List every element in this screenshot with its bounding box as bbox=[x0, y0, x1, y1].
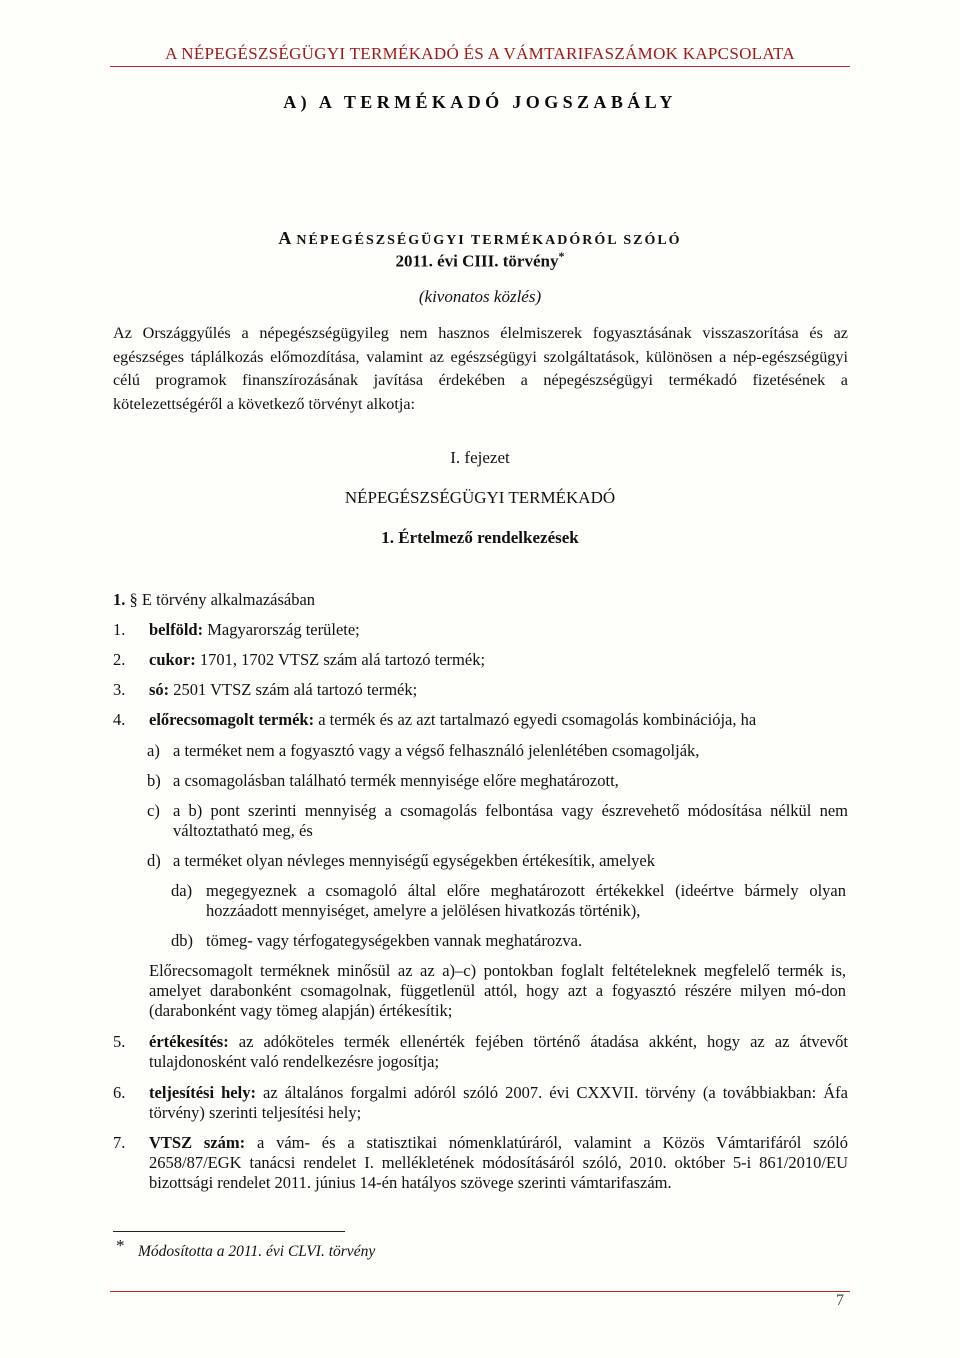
definition-text: a termék és az azt tartalmazó egyedi csomagolás kombinációja, ha bbox=[318, 710, 757, 729]
definition-text: az adóköteles termék ellenérték fejében történő átadása akként, hogy az az átvevőt tulajdonosként való rendelkezésre jogosítja; bbox=[149, 1032, 849, 1071]
definition-term: cukor: bbox=[149, 650, 196, 669]
section-title: A) A TERMÉKADÓ JOGSZABÁLY bbox=[283, 92, 677, 112]
subitem-text: a terméket olyan névleges mennyiségű egységekben értékesítik, amelyek bbox=[173, 851, 655, 870]
paragraph-text: E törvény alkalmazásában bbox=[141, 590, 316, 609]
chapter-label: I. fejezet bbox=[450, 448, 510, 467]
footnote-rule bbox=[113, 1231, 345, 1232]
paragraph-number: 1. bbox=[113, 590, 126, 609]
law-title-rest: NÉPEGÉSZSÉGÜGYI TERMÉKADÓRÓL SZÓLÓ bbox=[296, 233, 682, 248]
definition-number: 6. bbox=[113, 1083, 126, 1102]
definition-term: só: bbox=[149, 680, 170, 699]
definition-number: 2. bbox=[113, 650, 126, 669]
subsubitem-text: tömeg- vagy térfogategységekben vannak meghatározva. bbox=[206, 931, 583, 950]
definition-number: 5. bbox=[113, 1032, 126, 1051]
running-header: A NÉPEGÉSZSÉGÜGYI TERMÉKADÓ ÉS A VÁMTARIFASZÁMOK KAPCSOLATA bbox=[165, 44, 795, 63]
definition-number: 4. bbox=[113, 710, 126, 729]
footnote-text: Módosította a 2011. évi CLVI. törvény bbox=[138, 1243, 376, 1260]
subitem-label: c) bbox=[147, 801, 160, 820]
law-title-first: A bbox=[278, 228, 292, 248]
definition-term: előrecsomagolt termék: bbox=[149, 710, 315, 729]
subitem-label: d) bbox=[147, 851, 161, 870]
definition-text: 2501 VTSZ szám alá tartozó termék; bbox=[173, 680, 418, 699]
law-number-text: 2011. évi CIII. törvény bbox=[395, 251, 559, 271]
subitem-label: b) bbox=[147, 771, 161, 790]
law-title bbox=[110, 228, 850, 249]
definition-number: 3. bbox=[113, 680, 126, 699]
law-number bbox=[110, 249, 850, 272]
definition-term: belföld: bbox=[149, 620, 204, 639]
definition-text: Magyarország területe; bbox=[207, 620, 360, 639]
definition-text: 1701, 1702 VTSZ szám alá tartozó termék; bbox=[199, 650, 486, 669]
paragraph-symbol: § bbox=[129, 590, 138, 609]
page-number: 7 bbox=[836, 1292, 844, 1309]
subsubitem-label: da) bbox=[171, 881, 193, 900]
definition-text: a vám- és a statisztikai nómenklatúráról, valamint a Közös Vámtarifáról szóló 2658/87/EGK tanácsi rendelet I. mellékletének módosításáról szóló, 2010. október 5-i 861/2010/EU bizottsági rendelet 2011. június 14-én hatályos szövege szerinti vámtarifaszám. bbox=[149, 1133, 849, 1192]
abridged-note: (kivonatos közlés) bbox=[418, 287, 542, 306]
paragraph-intro bbox=[113, 590, 315, 610]
definition-term: teljesítési hely: bbox=[149, 1083, 256, 1102]
footer-rule bbox=[110, 1291, 850, 1292]
definition-text: az általános forgalmi adóról szóló 2007. évi CXXVII. törvény (a továbbiakban: Áfa törvény) szerinti teljesítési hely; bbox=[149, 1083, 848, 1122]
definition-number: 7. bbox=[113, 1133, 126, 1152]
subitem-text: a csomagolásban található termék mennyisége előre meghatározott, bbox=[173, 771, 619, 790]
preamble: Az Országgyűlés a népegészségügyileg nem hasznos élelmiszerek fogyasztásának visszaszorítása és az egészséges táplálkozás előmozdítása, valamint az egészségügyi szolgáltatások, különösen a nép-egészségügyi célú programok finanszírozásának javítása érdekében a népegészségügyi termékadó fizetésének a kötelezettségéről a következő törvényt alkotja: bbox=[113, 324, 848, 413]
subitem-text: a b) pont szerinti mennyiség a csomagolás felbontása vagy észrevehető módosítása nélkül nem változtatható meg, és bbox=[173, 801, 848, 840]
subsubitem-text: megegyeznek a csomagoló által előre meghatározott értékekkel (ideértve bármely olyan hozzáadott mennyiséget, amelyre a jelölésen hivatkozás történik), bbox=[206, 881, 846, 920]
subitem-text: a terméket nem a fogyasztó vagy a végső felhasználó jelenlétében csomagolják, bbox=[173, 741, 700, 760]
footnote-mark: * bbox=[116, 1236, 125, 1255]
definition-term: értékesítés: bbox=[149, 1032, 229, 1051]
definition-term: VTSZ szám: bbox=[149, 1133, 246, 1152]
header-rule bbox=[110, 66, 850, 67]
definition-number: 1. bbox=[113, 620, 126, 639]
subitem-label: a) bbox=[147, 741, 160, 760]
subsubitem-label: db) bbox=[171, 931, 193, 950]
chapter-heading: 1. Értelmező rendelkezések bbox=[381, 528, 579, 547]
chapter-title: NÉPEGÉSZSÉGÜGYI TERMÉKADÓ bbox=[344, 488, 616, 507]
closing-note: Előrecsomagolt terméknek minősül az az a)–c) pontokban foglalt feltételeknek megfelelő termék is, amelyet darabonként csomagolnak, függetlenül attól, hogy azt a fogyasztó részére milyen mó-don (darabonként vagy tömeg alapján) értékesítik; bbox=[149, 961, 846, 1020]
footnote-reference: * bbox=[558, 249, 565, 263]
